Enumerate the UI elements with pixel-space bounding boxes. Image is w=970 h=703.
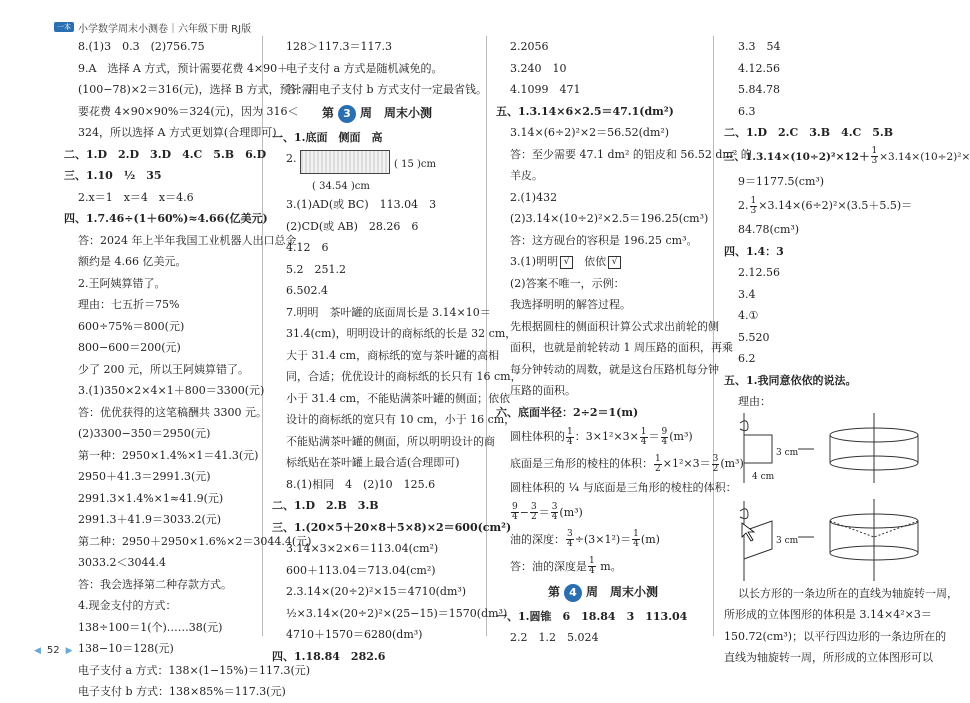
formula-text: ×3.14×(10÷2)²× [879,150,970,163]
checkmark-icon: √ [560,256,573,269]
answer-line: 3.240 10 [510,61,567,75]
answer-line: 6.2 [738,352,756,365]
section-heading: 五、1.我同意依依的说法。 [724,373,857,387]
answer-line: (2)3300−350＝2950(元) [78,427,211,440]
fraction: $\frac{1}{2}$ [655,453,661,474]
fraction: $\frac{9}{4}$ [661,426,668,447]
answer-line: 电子支付 a 方式：138×(1−15%)＝117.3(元) [78,663,311,677]
answer-line: 5.520 [738,330,770,344]
week-title: 周 周末小测 [360,105,433,120]
formula-text: 答：油的深度是 [510,559,587,573]
answer-line: 同，合适；优优设计的商标纸的长只有 16 cm， [286,370,522,383]
week-number-badge: 3 [338,105,356,123]
answer-line: 所形成的立体图形的体积是 3.14×4²×3＝ [724,608,932,621]
answer-line: 9.A 选择 A 方式，预计需要花费 4×90＋ [78,61,289,75]
formula-line [724,144,970,171]
fraction: $\frac{3}{2}$ [712,453,719,474]
answer-line: 128＞117.3＝117.3 [286,40,392,53]
answer-line: (2)CD(或 AB) 28.26 6 [286,219,419,233]
rotation-diagram [724,413,946,583]
answer-line: 额约是 4.66 亿美元。 [78,255,187,268]
answer-line: 电子支付 b 方式：138×85%＝117.3(元) [78,685,286,698]
answer-line: 不能贴满茶叶罐的侧面，所以明明设计的商 [286,434,495,448]
figure-width-label: ( 34.54 )cm [312,181,370,192]
answer-line: 4.现金支付的方式： [78,599,177,612]
section-heading: 三、1.10 ½ 35 [64,169,162,182]
section-heading: 六、底面半径：2÷2＝1(m) [496,405,639,419]
week-heading [272,101,482,127]
fraction: $\frac{9}{4}$ [512,502,518,522]
answer-line: 以长方形的一条边所在的直线为轴旋转一周， [738,586,958,600]
formula-text: m。 [596,559,622,573]
answer-line: 3.(1)350×2×4×1＋800＝3300(元) [78,384,265,397]
formula-line [496,423,710,450]
answer-line: 答：至少需要 47.1 dm² 的铝皮和 56.52 dm² 的 [510,147,752,161]
formula-text: (m³) [669,430,693,443]
answer-column-4 [724,36,970,669]
answer-line: 小于 31.4 cm，不能贴满茶叶罐的侧面；依依 [286,391,511,405]
fraction: $\frac{1}{4}$ [633,529,639,549]
answer-line: 4.① [738,309,759,322]
answer-line: 第一种：2950×1.4%×1＝41.3(元) [78,448,259,462]
answer-line: 9＝1177.5(cm³) [738,174,825,188]
answer-line: 我选择明明的解答过程。 [510,298,631,311]
section-heading: 二、1.D 2.D 3.D 4.C 5.B 6.D [64,147,267,161]
answer-line: 电子支付 a 方式是随机减免的。 [286,61,443,75]
answer-line: 面积，也就是前轮转动 1 周压路的面积，再乘 [510,341,733,354]
answer-line: 答：我会选择第二种存款方式。 [78,577,232,591]
answer-line: 324，所以选择 A 方式更划算(合理即可) [78,126,277,139]
answer-line: 600÷75%＝800(元) [78,319,185,333]
prev-page-icon[interactable]: ◀ [34,645,41,656]
answer-line: 4.1099 471 [510,83,581,96]
week-number-badge: 4 [564,584,582,602]
answer-line: 羊皮。 [510,169,543,182]
formula-text: ＝ [648,430,660,443]
section-heading: 二、1.D 2.C 3.B 4.C 5.B [724,126,894,139]
formula-text: (m³) [559,505,583,519]
page-navigation [28,645,79,656]
answer-line: 3.3 54 [738,40,781,53]
section-heading: 三、1.(20×5＋20×8＋5×8)×2＝600(cm²) [272,520,512,534]
section-heading: 四、1.7.46÷(1＋60%)≈4.66(亿美元) [64,212,268,225]
answer-line: 138−10＝128(元) [78,642,174,655]
answer-line: 每分钟转动的周数，就是这台压路机每分钟 [510,362,719,376]
week-heading [496,580,710,606]
answer-line: 5.84.78 [738,83,780,96]
next-page-icon[interactable]: ▶ [65,645,73,656]
formula-text: ×3.14×(6÷2)²×(3.5＋5.5)＝ [758,199,913,212]
fraction: $\frac{1}{3}$ [750,195,757,216]
formula-text: ÷(3×1²)＝ [574,532,632,546]
checkmark-icon: √ [608,256,621,269]
answer-line: 3.4 [738,287,756,301]
rectangle-shape [744,435,772,463]
figure-height-label: ( 15 )cm [394,159,436,170]
series-logo: 一本 [54,22,74,32]
formula-text: 底面是三角形的棱柱的体积： [510,457,653,470]
fraction: $\frac{1}{4}$ [567,426,573,447]
answer-line [496,251,710,273]
answer-line: 2.2 1.2 5.024 [510,631,599,644]
answer-line: 答：这方砚台的容积是 196.25 cm³。 [510,233,698,247]
section-heading: 一、1.圆锥 6 18.84 3 113.04 [496,609,688,623]
inner-cone-edge [874,521,918,537]
answer-line: (2)3.14×(10÷2)²×2.5＝196.25(cm³) [510,212,709,225]
formula-line [496,526,710,553]
answer-line: 800−600＝200(元) [78,341,181,354]
formula-line [496,499,710,526]
answer-line: 6.502.4 [286,284,328,297]
answer-line: 答：优优获得的这笔稿酬共 3300 元。 [78,405,267,419]
answer-line: 150.72(cm³)；以平行四边形的一条边所在的 [724,629,947,643]
week-prefix: 第 [321,105,334,120]
parallelogram-shape [744,521,772,559]
answer-line: 理由：七五折＝75% [78,298,180,311]
formula-text: 油的深度： [510,532,565,546]
answer-line: 4.12 6 [286,241,329,254]
answer-line: 8.(1)相同 4 (2)10 125.6 [286,477,436,491]
answer-line: 3.14×3×2×6＝113.04(cm²) [286,542,439,555]
answer-line: 84.78(cm³) [738,223,800,236]
fraction: $\frac{1}{3}$ [871,146,878,166]
answer-line: 直线为轴旋转一周，所形成的立体图形可以 [724,651,933,664]
answer-line: 大于 31.4 cm，商标纸的宽与茶叶罐的高相 [286,348,500,362]
answer-line: 设计的商标纸的宽只有 10 cm，小于 16 cm， [286,413,516,426]
formula-text: (m³) [720,457,744,470]
page-header [54,20,251,34]
answer-line: 3.(1)AD(或 BC) 113.04 3 [286,198,437,211]
formula-text: − [519,505,529,519]
answer-line: 压路的面积。 [510,384,576,397]
formula-line: 圆柱体积的 ¼ 与底面是三角形的棱柱的体积： [510,481,737,494]
answer-line: 2.(1)432 [510,190,558,204]
answer-line: 31.4(cm)，明明设计的商标纸的长是 32 cm， [286,327,517,340]
option-mingming: 3.(1)明明 [510,255,559,268]
answer-line: 少了 200 元，所以王阿姨算错了。 [78,362,249,376]
answer-line: 4710＋1570＝6280(dm³) [286,628,423,641]
formula-text: 圆柱体积的 [510,430,565,443]
answer-line: (2)答案不唯一，示例： [510,276,625,290]
fraction: $\frac{3}{2}$ [530,502,537,522]
formula-text: 2. [738,199,749,212]
dimension-label: 3 cm [776,535,799,546]
answer-line: 138÷100＝1(个)……38(元) [78,620,223,634]
answer-column-3 [496,36,752,649]
formula-line [496,450,744,477]
answer-line: 2.3.14×(20÷2)²×15＝4710(dm³) [286,585,467,598]
answer-line: 标纸贴在茶叶罐上最合适(合理即可) [286,456,460,469]
answer-line: 4.12.56 [738,61,780,75]
answer-line: 5.2 251.2 [286,262,346,276]
answer-line: 3033.2＜3044.4 [78,556,166,569]
answer-line: 3.14×(6÷2)²×2＝56.52(dm²) [510,126,670,139]
answer-line: 要花费 4×90×90%＝324(元)，因为 316＜ [78,104,299,118]
week-title: 周 周末小测 [586,584,659,599]
fraction: $\frac{3}{4}$ [551,502,558,522]
answer-line: 6.3 [738,104,756,118]
answer-line: 2.王阿姨算错了。 [78,276,166,290]
section-heading: 二、1.D 2.B 3.B [272,499,379,512]
answer-line: 先根据圆柱的侧面积计算公式求出前轮的侧 [510,319,719,333]
answer-line: 8.(1)3 0.3 (2)756.75 [78,40,205,53]
cylinder-net-figure [272,148,482,194]
section-heading: 一、1.底面 侧面 高 [272,130,383,144]
answer-line: (100−78)×2＝316(元)，选择 B 方式，预计需 [78,83,313,96]
formula-text: ＝ [538,505,550,519]
formula-text: (m) [640,532,660,546]
answer-line: 2950＋41.3＝2991.3(元) [78,470,211,483]
answer-line: 7.明明 茶叶罐的底面周长是 3.14×10＝ [286,305,491,319]
answer-line: 理由： [738,395,771,408]
answer-line: 答：2024 年上半年我国工业机器人出口总金 [78,233,297,247]
section-heading: 四、1.18.84 282.6 [272,649,386,663]
section-heading: 四、1.4：3 [724,244,784,258]
answer-line: ½×3.14×(20÷2)²×(25−15)＝1570(dm³) [286,606,508,620]
formula-text: 三、1.3.14×(10÷2)²×12＋ [724,150,870,163]
answer-line: 第二种：2950＋2950×1.6%×2＝3044.4(元) [78,534,312,548]
answer-line: 2991.3＋41.9＝3033.2(元) [78,513,222,526]
formula-text: ：3×1²×3× [574,430,639,443]
answer-line: 答：用电子支付 b 方式支付一定最省钱。 [286,83,488,96]
fraction: $\frac{1}{4}$ [589,556,595,576]
answer-line: 2.12.56 [738,266,780,279]
unrolled-side-rectangle [300,150,390,174]
header-title: 小学数学周末小测卷｜六年级下册 RJ版 [78,23,252,35]
inner-cone-edge [830,521,874,537]
formula-line [496,553,710,580]
answer-line: 2991.3×1.4%×1≈41.9(元) [78,491,224,505]
section-heading: 五、1.3.14×6×2.5＝47.1(dm²) [496,104,674,118]
answer-line: 2.x＝1 x＝4 x＝4.6 [78,190,194,204]
formula-line [724,192,946,219]
fraction: $\frac{1}{4}$ [640,426,647,447]
rotation-figure [724,413,934,583]
formula-text: ×1²×3＝ [662,457,711,470]
answer-line: 600＋113.04＝713.04(cm²) [286,563,436,577]
dimension-label: 3 cm [776,447,799,458]
page-number: 52 [46,645,60,656]
dimension-label: 4 cm [752,471,775,482]
fraction: $\frac{3}{4}$ [567,529,573,549]
item-number: 2. [286,152,297,165]
answer-line: 2.2056 [510,40,549,53]
week-prefix: 第 [547,584,560,599]
option-yiyi: 依依 [584,255,607,268]
